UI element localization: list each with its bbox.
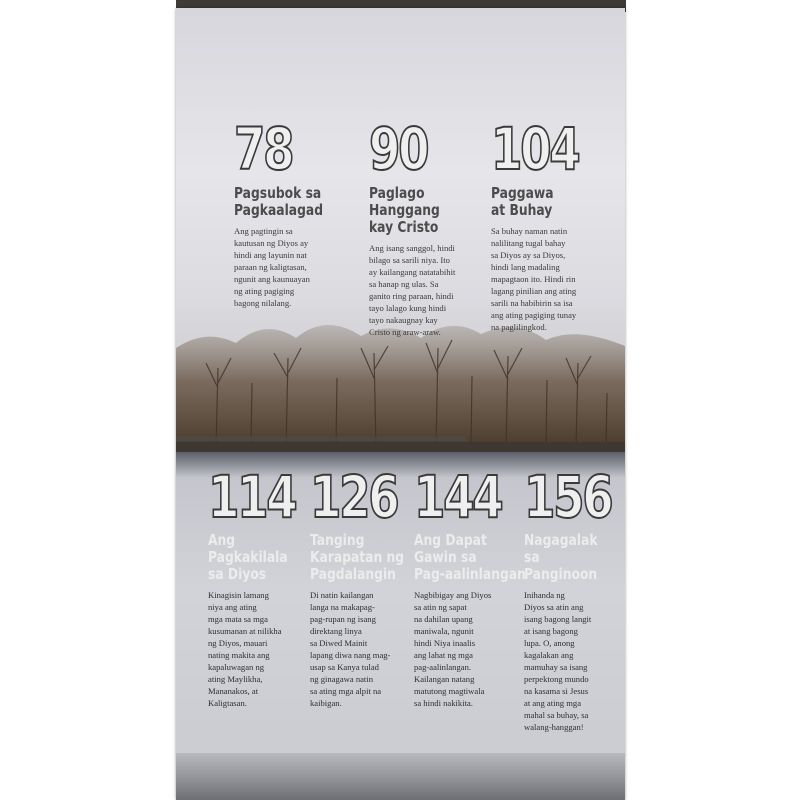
section-90	[369, 115, 489, 338]
page-number: 144	[414, 463, 502, 531]
book-page	[176, 8, 625, 800]
section-description: Ang pagtingin sa kautusan ng Diyos ay hindi ang layunin nat paraan ng kaligtasan, ngunit ang kaunuayan ng ating pagiging bagong nilalang.	[234, 226, 310, 308]
section-description: Sa buhay naman natin nalilitang tugal bahay sa Diyos ay sa Diyos, hindi lang madaling mapagtaon ito. Hindi rin lagang pinilian ang ating sarili na habibirin sa isa ang ating pagiging tunay na paglilingkod.	[491, 226, 577, 332]
section-title: Paglago Hanggang kay Cristo	[369, 184, 440, 236]
page-number: 90	[369, 115, 428, 183]
section-title: Ang Dapat Gawin sa Pag-aalinlangan	[414, 531, 526, 583]
section-114	[208, 463, 320, 709]
page-bottom-shadow	[176, 753, 625, 800]
section-title: Pagsubok sa Pagkaalagad	[234, 184, 323, 219]
section-78	[234, 115, 344, 309]
section-title: Tanging Karapatan ng Pagdalangin	[310, 531, 405, 583]
section-description: Inihanda ng Diyos sa atin ang isang bagong langit at isang bagong lupa. O, anong kagalakan ang mamuhay sa isang perpektong mundo na kasama si Jesus at ang ating mga mahal sa buhay, sa walang-hanggan!	[524, 590, 592, 732]
section-126	[310, 463, 425, 709]
section-title: Ang Pagkakilala sa Diyos	[208, 531, 288, 583]
page-number: 114	[208, 463, 296, 531]
section-description: Di natin kailangan langa na makapag- pag-rupan ng isang direktang linya sa Diwed Mainit lapang diwa nang mag- usap sa Kanya tulad ng ginagawa natin sa ating mga alpit na kaibigan.	[310, 590, 391, 708]
section-title: Nagagalak sa Panginoon	[524, 531, 598, 583]
table-surface-right	[624, 0, 800, 800]
section-description: Kinagisin lamang niya ang ating mga mata sa mga kusumanan at nilikha ng Diyos, mauari nating makita ang kapaluwagan ng ating Maylikha, Mananakos, at Kaligtasan.	[208, 590, 282, 708]
section-description: Nagbibigay ang Diyos sa atin ng sapat na dahilan upang maniwala, ngunit hindi Niya inaalis ang lahat ng mga pag-aalinlangan. Kailangan natang matutong magtiwala sa hindi nakikita.	[414, 590, 492, 708]
page-number: 156	[524, 463, 612, 531]
section-104	[491, 115, 603, 333]
table-surface-left	[0, 0, 176, 800]
section-title: Paggawa at Buhay	[491, 184, 554, 219]
page-number: 78	[234, 115, 293, 183]
page-number: 126	[310, 463, 398, 531]
section-156	[524, 463, 625, 733]
page-number: 104	[491, 115, 579, 183]
section-description: Ang isang sanggol, hindi bilago sa sarili niya. Ito ay kailangang natatabihit sa hanap ng ulas. Sa ganito ring paraan, hindi tayo lalago kung hindi tayo nakaugnay kay Cristo ng araw-araw.	[369, 243, 456, 337]
